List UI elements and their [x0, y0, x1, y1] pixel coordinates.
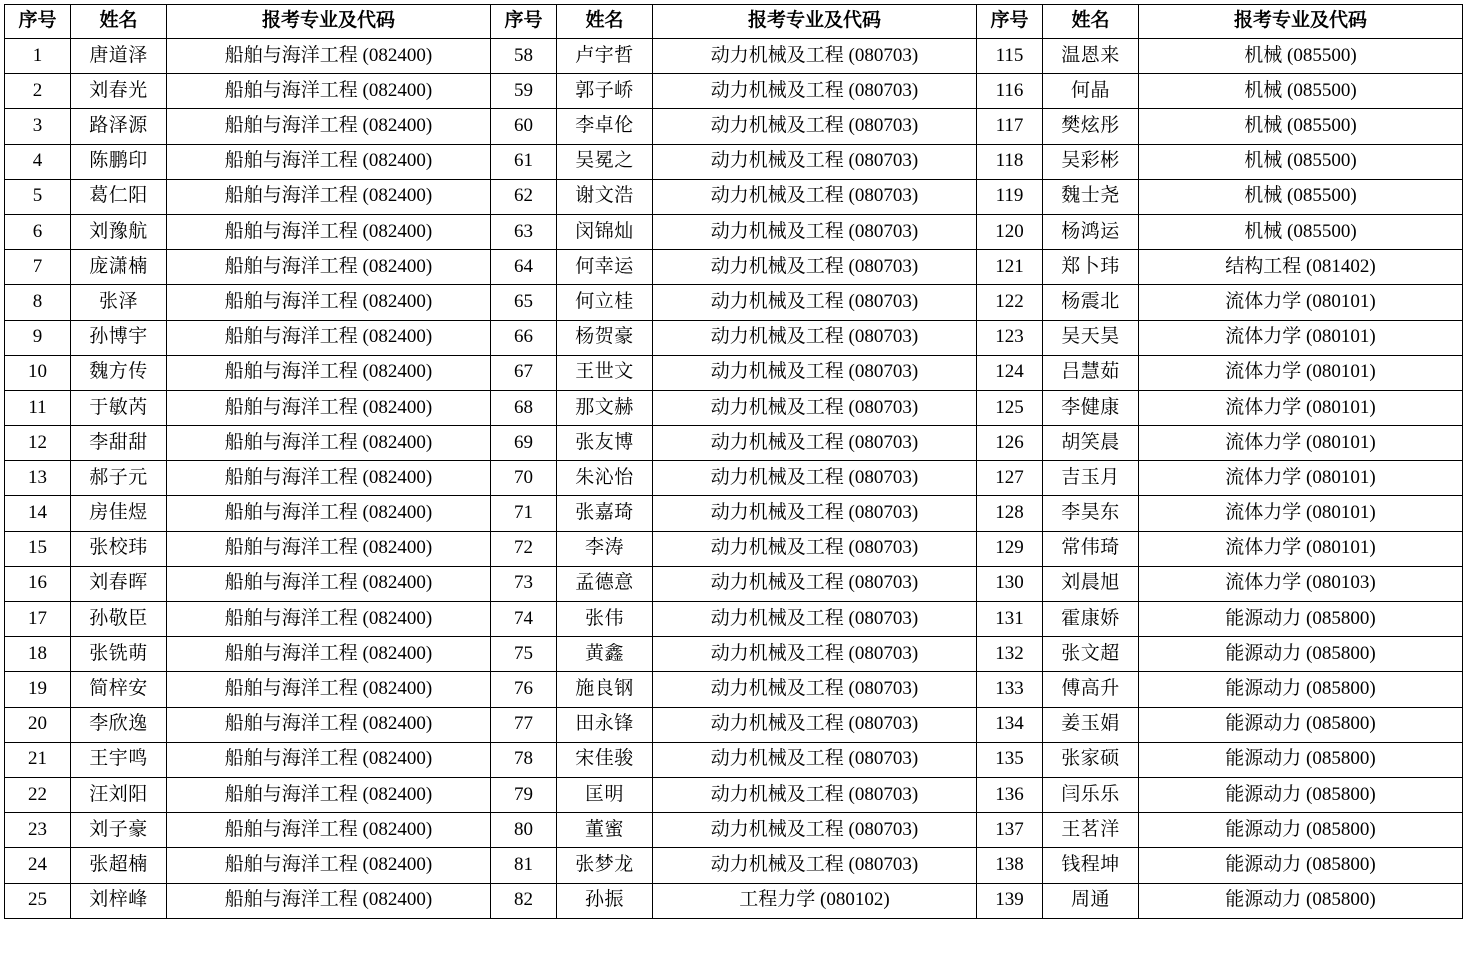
applicant-name-cell: 李涛: [557, 531, 653, 566]
table-row: [5, 74, 1463, 109]
applicant-name-cell: 周通: [1043, 883, 1139, 918]
row-index-cell: 66: [491, 320, 557, 355]
applicant-major-cell: 船舶与海洋工程 (082400): [167, 848, 491, 883]
applicant-major-cell: 船舶与海洋工程 (082400): [167, 250, 491, 285]
applicant-major-cell: 动力机械及工程 (080703): [653, 848, 977, 883]
applicant-name-cell: 汪刘阳: [71, 777, 167, 812]
applicant-major-cell: 动力机械及工程 (080703): [653, 285, 977, 320]
applicant-name-cell: 张超楠: [71, 848, 167, 883]
applicant-major-cell: 动力机械及工程 (080703): [653, 602, 977, 637]
applicant-name-cell: 李甜甜: [71, 426, 167, 461]
applicant-major-cell: 船舶与海洋工程 (082400): [167, 461, 491, 496]
applicant-name-cell: 何晶: [1043, 74, 1139, 109]
row-index-cell: 122: [977, 285, 1043, 320]
row-index-cell: 70: [491, 461, 557, 496]
row-index-cell: 129: [977, 531, 1043, 566]
applicant-major-cell: 能源动力 (085800): [1139, 777, 1463, 812]
applicant-name-cell: 路泽源: [71, 109, 167, 144]
table-row: [5, 566, 1463, 601]
applicant-major-cell: 动力机械及工程 (080703): [653, 672, 977, 707]
applicant-name-cell: 张文超: [1043, 637, 1139, 672]
row-index-cell: 75: [491, 637, 557, 672]
applicant-major-cell: 动力机械及工程 (080703): [653, 707, 977, 742]
row-index-cell: 23: [5, 813, 71, 848]
row-index-cell: 71: [491, 496, 557, 531]
applicant-major-cell: 船舶与海洋工程 (082400): [167, 496, 491, 531]
applicant-name-cell: 杨鸿运: [1043, 214, 1139, 249]
row-index-cell: 68: [491, 390, 557, 425]
applicant-major-cell: 机械 (085500): [1139, 39, 1463, 74]
applicant-name-cell: 王世文: [557, 355, 653, 390]
applicant-major-cell: 能源动力 (085800): [1139, 742, 1463, 777]
applicant-name-cell: 王茗洋: [1043, 813, 1139, 848]
applicant-major-cell: 船舶与海洋工程 (082400): [167, 707, 491, 742]
applicant-major-cell: 动力机械及工程 (080703): [653, 777, 977, 812]
row-index-cell: 80: [491, 813, 557, 848]
table-row: [5, 285, 1463, 320]
applicant-major-cell: 船舶与海洋工程 (082400): [167, 285, 491, 320]
row-index-cell: 124: [977, 355, 1043, 390]
row-index-cell: 5: [5, 179, 71, 214]
row-index-cell: 136: [977, 777, 1043, 812]
applicant-major-cell: 船舶与海洋工程 (082400): [167, 883, 491, 918]
applicant-name-cell: 刘豫航: [71, 214, 167, 249]
row-index-cell: 22: [5, 777, 71, 812]
row-index-cell: 21: [5, 742, 71, 777]
row-index-cell: 120: [977, 214, 1043, 249]
table-row: [5, 531, 1463, 566]
table-row: [5, 602, 1463, 637]
applicant-name-cell: 李卓伦: [557, 109, 653, 144]
row-index-cell: 127: [977, 461, 1043, 496]
applicant-major-cell: 机械 (085500): [1139, 144, 1463, 179]
applicant-major-cell: 船舶与海洋工程 (082400): [167, 426, 491, 461]
applicant-name-cell: 杨震北: [1043, 285, 1139, 320]
applicant-name-cell: 庞潇楠: [71, 250, 167, 285]
applicant-name-cell: 孙博宇: [71, 320, 167, 355]
row-index-cell: 130: [977, 566, 1043, 601]
applicant-name-cell: 刘春晖: [71, 566, 167, 601]
applicant-major-cell: 能源动力 (085800): [1139, 637, 1463, 672]
applicant-major-cell: 动力机械及工程 (080703): [653, 179, 977, 214]
applicant-major-cell: 动力机械及工程 (080703): [653, 742, 977, 777]
column-header-major-2: 报考专业及代码: [653, 5, 977, 39]
column-header-name-1: 姓名: [71, 5, 167, 39]
row-index-cell: 4: [5, 144, 71, 179]
applicant-major-cell: 船舶与海洋工程 (082400): [167, 320, 491, 355]
applicant-list-table: [4, 4, 1463, 919]
applicant-name-cell: 杨贺豪: [557, 320, 653, 355]
row-index-cell: 65: [491, 285, 557, 320]
applicant-name-cell: 霍康娇: [1043, 602, 1139, 637]
applicant-major-cell: 动力机械及工程 (080703): [653, 109, 977, 144]
applicant-name-cell: 卢宇哲: [557, 39, 653, 74]
applicant-major-cell: 船舶与海洋工程 (082400): [167, 531, 491, 566]
applicant-major-cell: 动力机械及工程 (080703): [653, 39, 977, 74]
row-index-cell: 76: [491, 672, 557, 707]
applicant-name-cell: 闫乐乐: [1043, 777, 1139, 812]
applicant-major-cell: 动力机械及工程 (080703): [653, 214, 977, 249]
applicant-major-cell: 流体力学 (080103): [1139, 566, 1463, 601]
applicant-name-cell: 何立桂: [557, 285, 653, 320]
row-index-cell: 119: [977, 179, 1043, 214]
row-index-cell: 137: [977, 813, 1043, 848]
table-row: [5, 320, 1463, 355]
applicant-name-cell: 刘子豪: [71, 813, 167, 848]
table-row: [5, 777, 1463, 812]
row-index-cell: 62: [491, 179, 557, 214]
applicant-name-cell: 李健康: [1043, 390, 1139, 425]
applicant-name-cell: 魏方传: [71, 355, 167, 390]
applicant-name-cell: 郑卜玮: [1043, 250, 1139, 285]
table-row: [5, 883, 1463, 918]
applicant-name-cell: 吴天昊: [1043, 320, 1139, 355]
row-index-cell: 61: [491, 144, 557, 179]
applicant-name-cell: 田永锋: [557, 707, 653, 742]
applicant-major-cell: 流体力学 (080101): [1139, 390, 1463, 425]
row-index-cell: 15: [5, 531, 71, 566]
row-index-cell: 2: [5, 74, 71, 109]
applicant-major-cell: 流体力学 (080101): [1139, 461, 1463, 496]
applicant-major-cell: 动力机械及工程 (080703): [653, 390, 977, 425]
applicant-major-cell: 动力机械及工程 (080703): [653, 566, 977, 601]
applicant-name-cell: 张伟: [557, 602, 653, 637]
applicant-name-cell: 魏士尧: [1043, 179, 1139, 214]
table-row: [5, 496, 1463, 531]
column-header-major-3: 报考专业及代码: [1139, 5, 1463, 39]
applicant-major-cell: 结构工程 (081402): [1139, 250, 1463, 285]
applicant-name-cell: 孙敬臣: [71, 602, 167, 637]
applicant-name-cell: 李昊东: [1043, 496, 1139, 531]
applicant-major-cell: 船舶与海洋工程 (082400): [167, 74, 491, 109]
column-header-index-3: 序号: [977, 5, 1043, 39]
row-index-cell: 8: [5, 285, 71, 320]
row-index-cell: 82: [491, 883, 557, 918]
row-index-cell: 118: [977, 144, 1043, 179]
table-row: [5, 179, 1463, 214]
row-index-cell: 11: [5, 390, 71, 425]
applicant-name-cell: 唐道泽: [71, 39, 167, 74]
applicant-major-cell: 能源动力 (085800): [1139, 602, 1463, 637]
row-index-cell: 3: [5, 109, 71, 144]
row-index-cell: 121: [977, 250, 1043, 285]
table-row: [5, 250, 1463, 285]
applicant-major-cell: 机械 (085500): [1139, 109, 1463, 144]
applicant-major-cell: 动力机械及工程 (080703): [653, 461, 977, 496]
row-index-cell: 134: [977, 707, 1043, 742]
applicant-name-cell: 那文赫: [557, 390, 653, 425]
applicant-name-cell: 何幸运: [557, 250, 653, 285]
applicant-name-cell: 郭子峤: [557, 74, 653, 109]
row-index-cell: 17: [5, 602, 71, 637]
applicant-major-cell: 流体力学 (080101): [1139, 355, 1463, 390]
row-index-cell: 12: [5, 426, 71, 461]
applicant-name-cell: 吴彩彬: [1043, 144, 1139, 179]
column-header-index-1: 序号: [5, 5, 71, 39]
row-index-cell: 139: [977, 883, 1043, 918]
applicant-name-cell: 朱沁怡: [557, 461, 653, 496]
applicant-name-cell: 李欣逸: [71, 707, 167, 742]
row-index-cell: 58: [491, 39, 557, 74]
applicant-name-cell: 施良钢: [557, 672, 653, 707]
row-index-cell: 78: [491, 742, 557, 777]
applicant-name-cell: 孟德意: [557, 566, 653, 601]
row-index-cell: 117: [977, 109, 1043, 144]
applicant-major-cell: 船舶与海洋工程 (082400): [167, 390, 491, 425]
table-row: [5, 461, 1463, 496]
row-index-cell: 79: [491, 777, 557, 812]
applicant-major-cell: 动力机械及工程 (080703): [653, 531, 977, 566]
row-index-cell: 14: [5, 496, 71, 531]
applicant-name-cell: 郝子元: [71, 461, 167, 496]
applicant-major-cell: 船舶与海洋工程 (082400): [167, 742, 491, 777]
row-index-cell: 19: [5, 672, 71, 707]
table-row: [5, 214, 1463, 249]
applicant-name-cell: 谢文浩: [557, 179, 653, 214]
row-index-cell: 60: [491, 109, 557, 144]
applicant-name-cell: 房佳煜: [71, 496, 167, 531]
row-index-cell: 9: [5, 320, 71, 355]
table-row: [5, 144, 1463, 179]
applicant-name-cell: 葛仁阳: [71, 179, 167, 214]
row-index-cell: 135: [977, 742, 1043, 777]
row-index-cell: 20: [5, 707, 71, 742]
applicant-name-cell: 常伟琦: [1043, 531, 1139, 566]
row-index-cell: 132: [977, 637, 1043, 672]
row-index-cell: 63: [491, 214, 557, 249]
applicant-major-cell: 流体力学 (080101): [1139, 285, 1463, 320]
applicant-name-cell: 张友博: [557, 426, 653, 461]
row-index-cell: 25: [5, 883, 71, 918]
row-index-cell: 69: [491, 426, 557, 461]
applicant-major-cell: 能源动力 (085800): [1139, 707, 1463, 742]
applicant-major-cell: 工程力学 (080102): [653, 883, 977, 918]
table-row: [5, 813, 1463, 848]
applicant-major-cell: 船舶与海洋工程 (082400): [167, 777, 491, 812]
applicant-major-cell: 动力机械及工程 (080703): [653, 637, 977, 672]
applicant-major-cell: 动力机械及工程 (080703): [653, 250, 977, 285]
row-index-cell: 77: [491, 707, 557, 742]
applicant-major-cell: 船舶与海洋工程 (082400): [167, 602, 491, 637]
applicant-major-cell: 机械 (085500): [1139, 214, 1463, 249]
table-header-row: [5, 5, 1463, 39]
column-header-index-2: 序号: [491, 5, 557, 39]
applicant-name-cell: 黄鑫: [557, 637, 653, 672]
row-index-cell: 18: [5, 637, 71, 672]
row-index-cell: 16: [5, 566, 71, 601]
applicant-major-cell: 船舶与海洋工程 (082400): [167, 355, 491, 390]
applicant-major-cell: 动力机械及工程 (080703): [653, 74, 977, 109]
table-body: [5, 39, 1463, 919]
applicant-major-cell: 船舶与海洋工程 (082400): [167, 109, 491, 144]
applicant-major-cell: 船舶与海洋工程 (082400): [167, 214, 491, 249]
table-row: [5, 742, 1463, 777]
applicant-name-cell: 于敏芮: [71, 390, 167, 425]
applicant-major-cell: 机械 (085500): [1139, 179, 1463, 214]
table-row: [5, 426, 1463, 461]
applicant-major-cell: 船舶与海洋工程 (082400): [167, 813, 491, 848]
applicant-major-cell: 动力机械及工程 (080703): [653, 426, 977, 461]
row-index-cell: 67: [491, 355, 557, 390]
table-row: [5, 390, 1463, 425]
row-index-cell: 138: [977, 848, 1043, 883]
applicant-major-cell: 机械 (085500): [1139, 74, 1463, 109]
table-row: [5, 355, 1463, 390]
row-index-cell: 13: [5, 461, 71, 496]
applicant-major-cell: 能源动力 (085800): [1139, 883, 1463, 918]
applicant-name-cell: 张泽: [71, 285, 167, 320]
row-index-cell: 128: [977, 496, 1043, 531]
applicant-name-cell: 陈鹏印: [71, 144, 167, 179]
applicant-name-cell: 张校玮: [71, 531, 167, 566]
applicant-name-cell: 匡明: [557, 777, 653, 812]
applicant-name-cell: 吉玉月: [1043, 461, 1139, 496]
applicant-major-cell: 流体力学 (080101): [1139, 426, 1463, 461]
applicant-major-cell: 能源动力 (085800): [1139, 813, 1463, 848]
applicant-major-cell: 动力机械及工程 (080703): [653, 144, 977, 179]
applicant-name-cell: 孙振: [557, 883, 653, 918]
applicant-name-cell: 董蜜: [557, 813, 653, 848]
applicant-name-cell: 钱程坤: [1043, 848, 1139, 883]
row-index-cell: 115: [977, 39, 1043, 74]
row-index-cell: 6: [5, 214, 71, 249]
applicant-name-cell: 简梓安: [71, 672, 167, 707]
applicant-major-cell: 船舶与海洋工程 (082400): [167, 566, 491, 601]
table-row: [5, 848, 1463, 883]
applicant-name-cell: 张梦龙: [557, 848, 653, 883]
applicant-major-cell: 船舶与海洋工程 (082400): [167, 672, 491, 707]
row-index-cell: 125: [977, 390, 1043, 425]
row-index-cell: 1: [5, 39, 71, 74]
applicant-major-cell: 船舶与海洋工程 (082400): [167, 637, 491, 672]
applicant-major-cell: 能源动力 (085800): [1139, 848, 1463, 883]
row-index-cell: 72: [491, 531, 557, 566]
row-index-cell: 131: [977, 602, 1043, 637]
column-header-name-2: 姓名: [557, 5, 653, 39]
applicant-name-cell: 樊炫彤: [1043, 109, 1139, 144]
row-index-cell: 59: [491, 74, 557, 109]
applicant-name-cell: 张家硕: [1043, 742, 1139, 777]
applicant-major-cell: 船舶与海洋工程 (082400): [167, 144, 491, 179]
applicant-name-cell: 傅高升: [1043, 672, 1139, 707]
column-header-major-1: 报考专业及代码: [167, 5, 491, 39]
row-index-cell: 64: [491, 250, 557, 285]
applicant-major-cell: 船舶与海洋工程 (082400): [167, 39, 491, 74]
row-index-cell: 73: [491, 566, 557, 601]
applicant-major-cell: 流体力学 (080101): [1139, 496, 1463, 531]
applicant-major-cell: 流体力学 (080101): [1139, 531, 1463, 566]
applicant-major-cell: 流体力学 (080101): [1139, 320, 1463, 355]
row-index-cell: 126: [977, 426, 1043, 461]
applicant-name-cell: 胡笑晨: [1043, 426, 1139, 461]
row-index-cell: 24: [5, 848, 71, 883]
row-index-cell: 123: [977, 320, 1043, 355]
table-row: [5, 39, 1463, 74]
applicant-name-cell: 刘春光: [71, 74, 167, 109]
row-index-cell: 74: [491, 602, 557, 637]
applicant-major-cell: 动力机械及工程 (080703): [653, 320, 977, 355]
table-row: [5, 707, 1463, 742]
applicant-name-cell: 张铣萌: [71, 637, 167, 672]
row-index-cell: 81: [491, 848, 557, 883]
table-row: [5, 637, 1463, 672]
applicant-name-cell: 闵锦灿: [557, 214, 653, 249]
applicant-name-cell: 刘晨旭: [1043, 566, 1139, 601]
applicant-name-cell: 吕慧茹: [1043, 355, 1139, 390]
column-header-name-3: 姓名: [1043, 5, 1139, 39]
row-index-cell: 133: [977, 672, 1043, 707]
applicant-name-cell: 刘梓峰: [71, 883, 167, 918]
applicant-major-cell: 能源动力 (085800): [1139, 672, 1463, 707]
applicant-major-cell: 动力机械及工程 (080703): [653, 355, 977, 390]
row-index-cell: 116: [977, 74, 1043, 109]
applicant-name-cell: 吴冕之: [557, 144, 653, 179]
applicant-major-cell: 动力机械及工程 (080703): [653, 813, 977, 848]
applicant-name-cell: 温恩来: [1043, 39, 1139, 74]
applicant-name-cell: 宋佳骏: [557, 742, 653, 777]
applicant-name-cell: 张嘉琦: [557, 496, 653, 531]
table-row: [5, 109, 1463, 144]
applicant-name-cell: 王宇鸣: [71, 742, 167, 777]
row-index-cell: 10: [5, 355, 71, 390]
table-row: [5, 672, 1463, 707]
applicant-major-cell: 动力机械及工程 (080703): [653, 496, 977, 531]
row-index-cell: 7: [5, 250, 71, 285]
applicant-name-cell: 姜玉娟: [1043, 707, 1139, 742]
applicant-major-cell: 船舶与海洋工程 (082400): [167, 179, 491, 214]
